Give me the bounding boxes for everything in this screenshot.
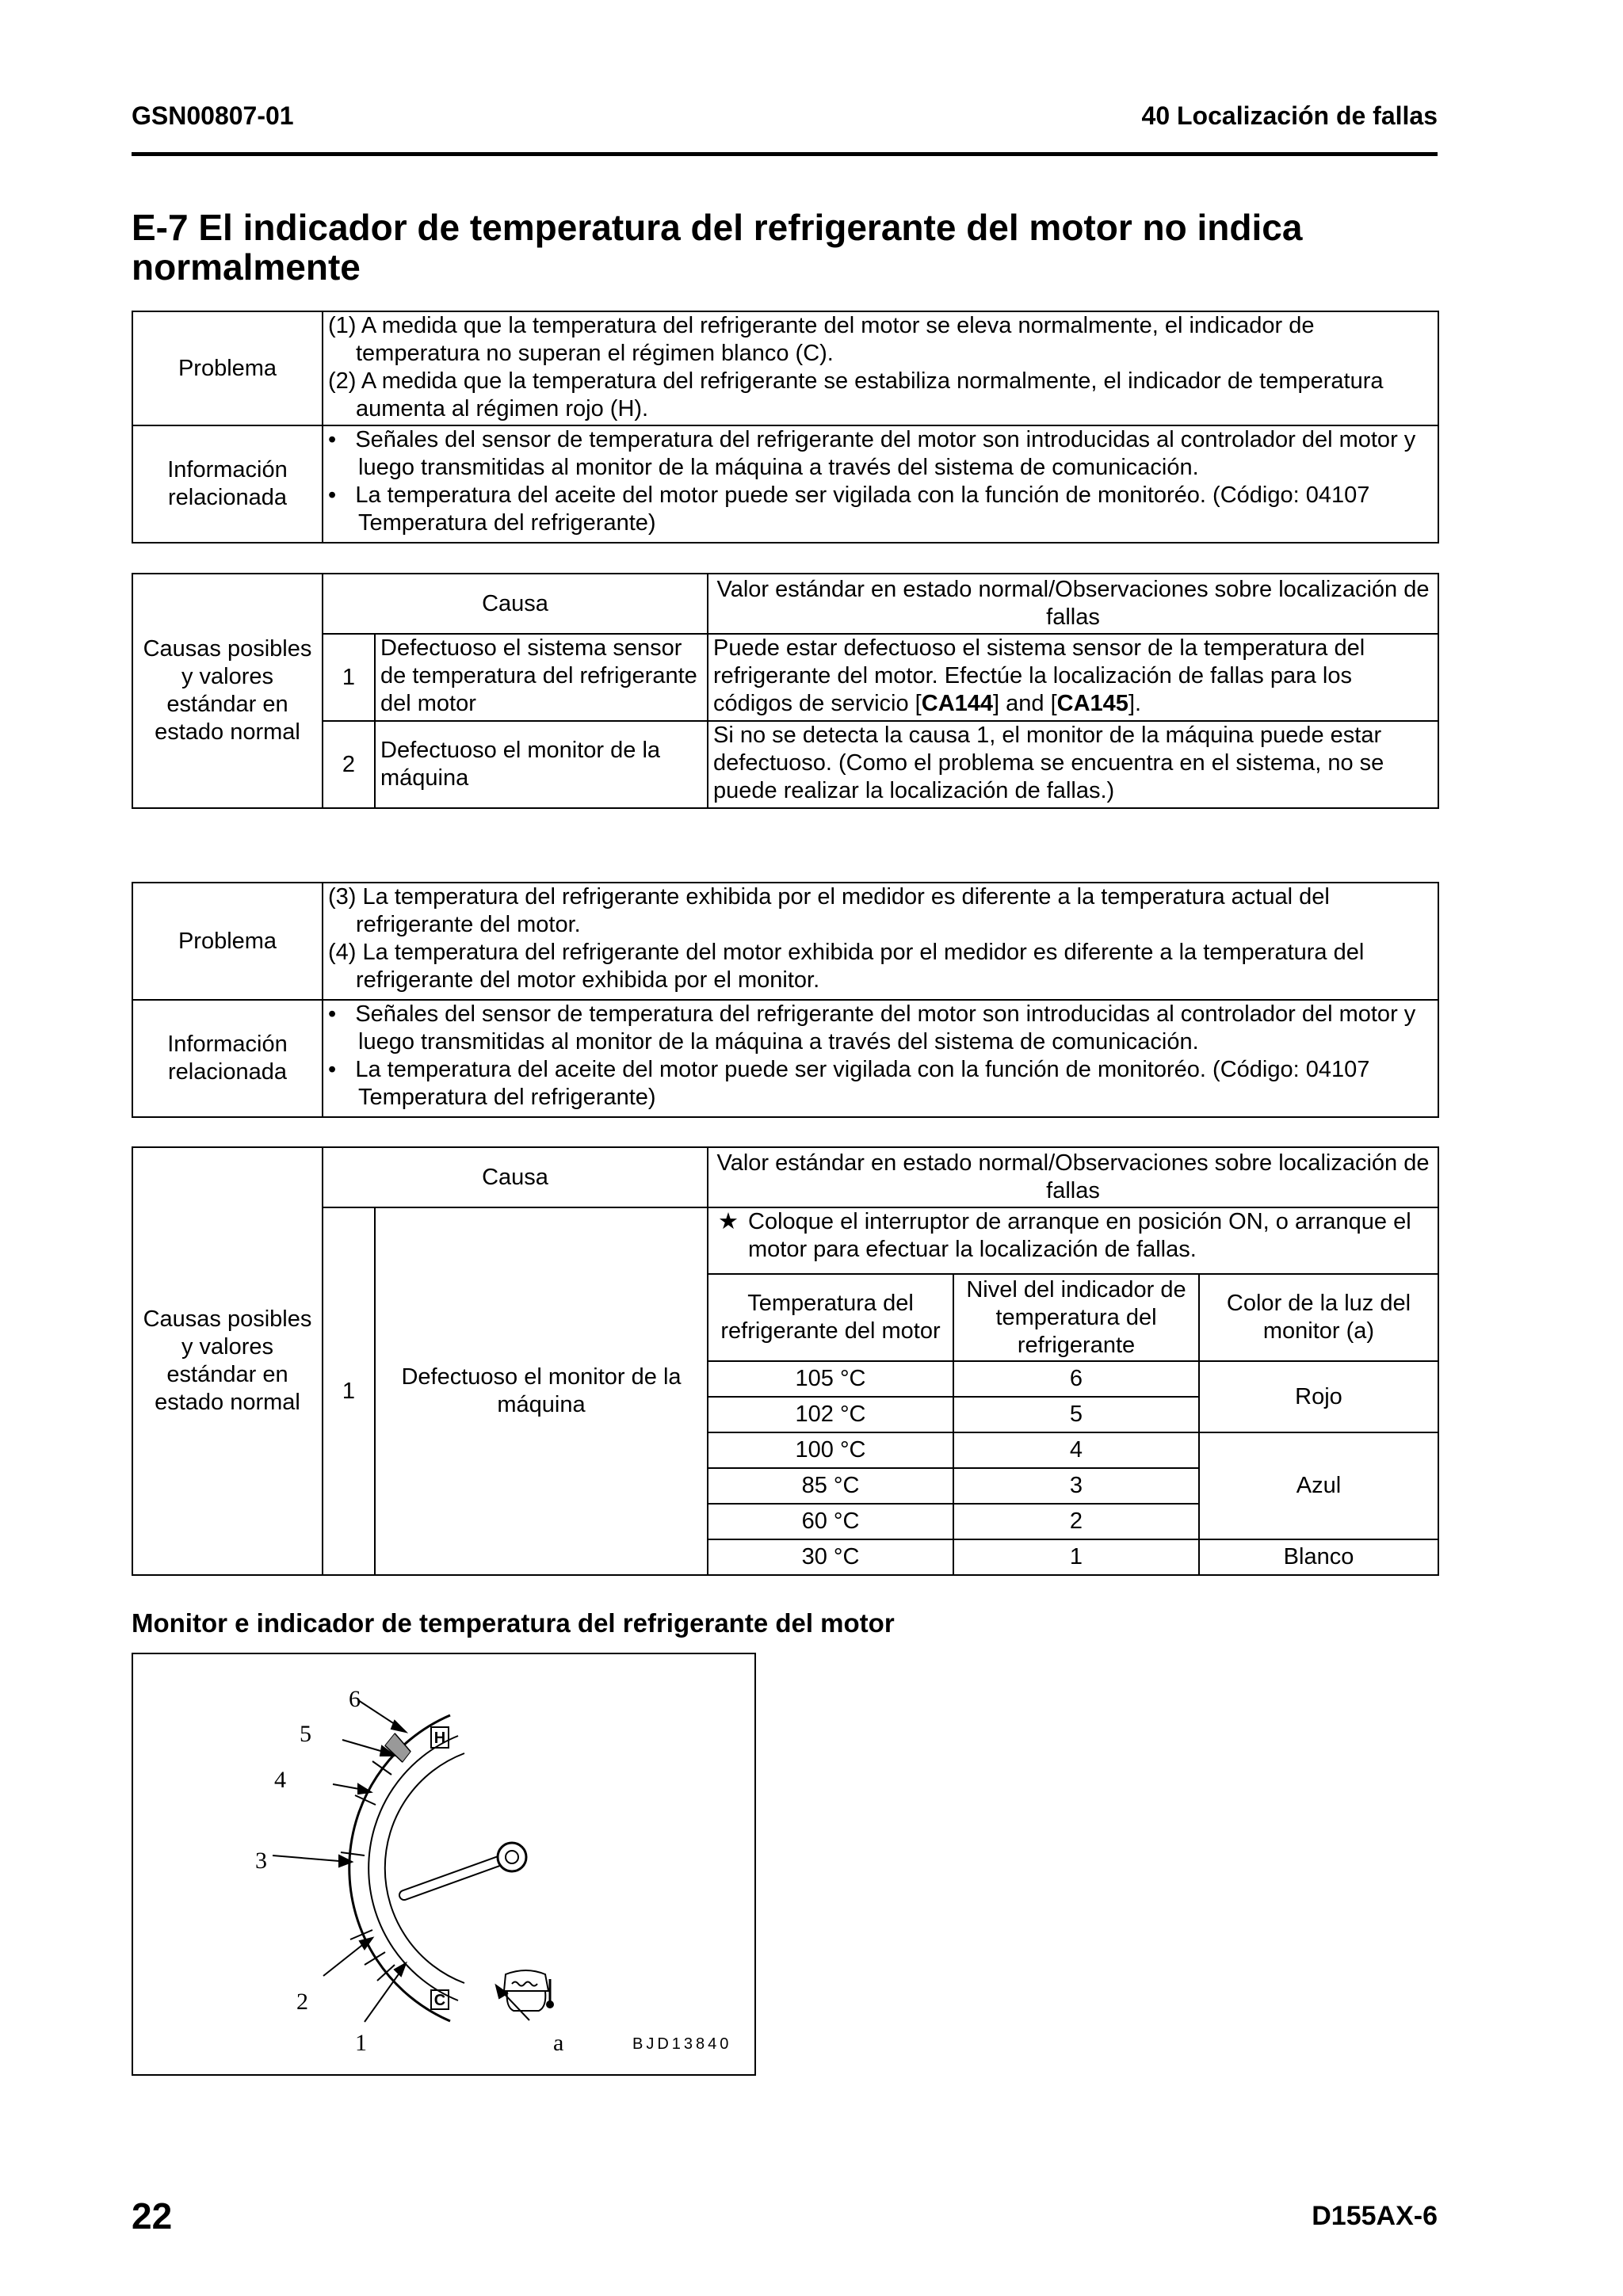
problem-label: Problema — [132, 883, 323, 1000]
star-note: Coloque el interruptor de arranque en posición ON, o arranque el motor para efectuar la localización de fallas. — [748, 1209, 1411, 1262]
info-label: Información relacionada — [132, 425, 323, 543]
section-title: 40 Localización de fallas — [1141, 101, 1438, 130]
temp-cell: 100 °C — [708, 1432, 953, 1468]
cause-header: Causa — [323, 1147, 708, 1207]
cause-header: Causa — [323, 574, 708, 634]
h-mark: H — [433, 1730, 446, 1747]
causes-table-2 — [132, 1146, 1439, 1576]
color-cell: Azul — [1199, 1432, 1438, 1539]
problem-cell — [323, 311, 1438, 425]
color-cell: Rojo — [1199, 1361, 1438, 1432]
temp-cell: 105 °C — [708, 1361, 953, 1397]
sub-header-temp: Temperatura del refrigerante del motor — [708, 1274, 953, 1361]
cause-text: Defectuoso el sistema sensor de temperatura del refrigerante del motor — [375, 634, 708, 721]
value-header: Valor estándar en estado normal/Observaciones sobre localización de fallas — [708, 1147, 1438, 1207]
cause-number: 1 — [323, 1207, 375, 1575]
info-text: La temperatura del aceite del motor puede ser vigilada con la función de monitoréo. (Código: 04107 Temperatura del refrigerante) — [355, 1057, 1370, 1110]
label-4: 4 — [274, 1767, 286, 1793]
figure-code: BJD13840 — [632, 2035, 732, 2053]
info-cell — [323, 1000, 1438, 1117]
info-text: Señales del sensor de temperatura del refrigerante del motor son introducidas al controlador del motor y luego transmitidas al monitor de la máquina a través del sistema de comunicación. — [355, 427, 1416, 480]
problem-line: (3) La temperatura del refrigerante exhibida por el medidor es diferente a la temperatura actual del refrigerante del motor. — [328, 884, 1330, 937]
star-icon: ★ — [718, 1209, 739, 1234]
level-cell: 5 — [953, 1397, 1199, 1432]
page-number: 22 — [132, 2195, 173, 2237]
causes-table-1 — [132, 573, 1439, 809]
temp-cell: 102 °C — [708, 1397, 953, 1432]
label-2: 2 — [296, 1989, 308, 2015]
temp-cell: 30 °C — [708, 1539, 953, 1575]
info-bullet: • Señales del sensor de temperatura del refrigerante del motor son introducidas al controlador del motor y luego transmitidas al monitor de la máquina a través del sistema de comunicación. — [328, 1001, 1416, 1055]
cause-value: Si no se detecta la causa 1, el monitor de la máquina puede estar defectuoso. (Como el problema se encuentra en el sistema, no se puede realizar la localización de fallas.) — [708, 721, 1438, 808]
level-cell: 6 — [953, 1361, 1199, 1397]
figure-caption: Monitor e indicador de temperatura del refrigerante del motor — [132, 1608, 895, 1638]
problem-line: (4) La temperatura del refrigerante del motor exhibida por el medidor es diferente a la temperatura del refrigerante del motor exhibida por el monitor. — [328, 940, 1365, 993]
cause-number: 1 — [323, 634, 375, 721]
level-cell: 1 — [953, 1539, 1199, 1575]
gauge-segments — [341, 1733, 411, 1981]
info-label: Información relacionada — [132, 1000, 323, 1117]
cause-text: Defectuoso el monitor de la máquina — [375, 1207, 708, 1575]
problem-table-1 — [132, 311, 1439, 543]
causes-side-label: Causas posibles y valores estándar en estado normal — [132, 1147, 323, 1575]
service-code: CA145 — [1056, 691, 1128, 716]
info-text: La temperatura del aceite del motor puede ser vigilada con la función de monitoréo. (Código: 04107 Temperatura del refrigerante) — [355, 482, 1370, 536]
gauge-illustration — [133, 1654, 754, 2074]
info-text: Señales del sensor de temperatura del refrigerante del motor son introducidas al controlador del motor y luego transmitidas al monitor de la máquina a través del sistema de comunicación. — [355, 1001, 1416, 1055]
cause-value: Puede estar defectuoso el sistema sensor de la temperatura del refrigerante del motor. Efectúe la localización de fallas para los códigos de servicio [CA144] and [CA145]. — [708, 634, 1438, 721]
info-bullet: • La temperatura del aceite del motor puede ser vigilada con la función de monitoréo. (Código: 04107 Temperatura del refrigerante) — [328, 482, 1370, 536]
cause-text: Defectuoso el monitor de la máquina — [375, 721, 708, 808]
causes-side-label: Causas posibles y valores estándar en estado normal — [132, 574, 323, 808]
label-3: 3 — [255, 1848, 267, 1874]
coolant-temp-lamp-icon — [504, 1970, 554, 2011]
info-bullet: • La temperatura del aceite del motor puede ser vigilada con la función de monitoréo. (Código: 04107 Temperatura del refrigerante) — [328, 1057, 1370, 1110]
problem-label: Problema — [132, 311, 323, 425]
cause-number: 2 — [323, 721, 375, 808]
gauge-mid-arc — [369, 1736, 458, 2000]
doc-code: GSN00807-01 — [132, 101, 294, 130]
problem-cell — [323, 883, 1438, 1000]
problem-line: (2) A medida que la temperatura del refrigerante se estabiliza normalmente, el indicador de temperatura aumenta al régimen rojo (H). — [328, 368, 1384, 421]
label-1: 1 — [355, 2030, 367, 2056]
page-title: E-7 El indicador de temperatura del refrigerante del motor no indica normalmente — [132, 207, 1303, 288]
color-cell: Blanco — [1199, 1539, 1438, 1575]
c-mark: C — [433, 1992, 446, 2009]
info-bullet: • Señales del sensor de temperatura del refrigerante del motor son introducidas al controlador del motor y luego transmitidas al monitor de la máquina a través del sistema de comunicación. — [328, 427, 1416, 480]
model-code: D155AX-6 — [1312, 2201, 1438, 2231]
star-note-cell — [708, 1207, 1438, 1274]
info-cell — [323, 425, 1438, 543]
gauge-needle — [404, 1843, 526, 1895]
label-6: 6 — [349, 1686, 361, 1712]
temp-cell: 85 °C — [708, 1468, 953, 1504]
gauge-segment-6 — [385, 1733, 411, 1762]
problem-line: (1) A medida que la temperatura del refrigerante del motor se eleva normalmente, el indicador de temperatura no superan el régimen blanco (C). — [328, 313, 1315, 366]
level-cell: 3 — [953, 1468, 1199, 1504]
gauge-figure — [132, 1653, 756, 2076]
header-rule — [132, 152, 1438, 156]
sub-header-level: Nivel del indicador de temperatura del refrigerante — [953, 1274, 1199, 1361]
value-header: Valor estándar en estado normal/Observaciones sobre localización de fallas — [708, 574, 1438, 634]
temp-cell: 60 °C — [708, 1504, 953, 1539]
service-code: CA144 — [921, 691, 994, 716]
level-cell: 4 — [953, 1432, 1199, 1468]
label-5: 5 — [300, 1721, 311, 1747]
problem-table-2 — [132, 882, 1439, 1118]
level-cell: 2 — [953, 1504, 1199, 1539]
sub-header-color: Color de la luz del monitor (a) — [1199, 1274, 1438, 1361]
gauge-inner-arc — [385, 1753, 464, 1983]
label-a: a — [553, 2030, 564, 2056]
